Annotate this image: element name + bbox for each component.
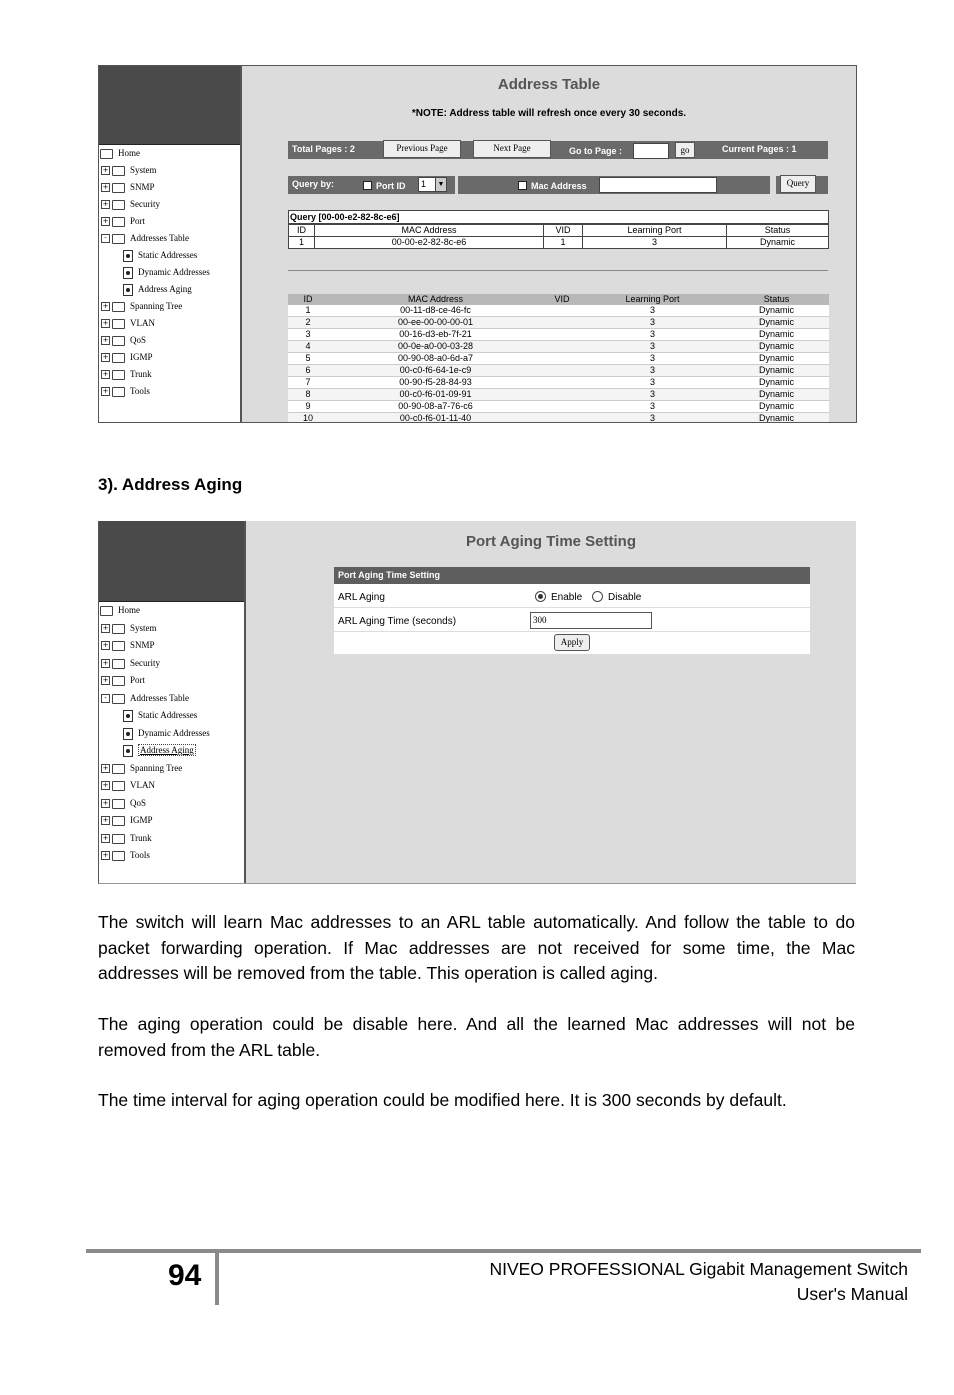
folder-open-icon xyxy=(112,234,125,244)
table-row: 4 00-0e-a0-00-03-28 3 Dynamic xyxy=(288,341,829,353)
table-row: 10 00-c0-f6-01-11-40 3 Dynamic xyxy=(288,413,829,424)
footer-title-line1: NIVEO PROFESSIONAL Gigabit Management Switch xyxy=(489,1259,908,1279)
paragraph-disable: The aging operation could be disable here. And all the learned Mac addresses will not be removed from the ARL table. xyxy=(98,1014,855,1060)
expand-icon: + xyxy=(102,676,109,685)
total-pages: Total Pages : 2 xyxy=(292,144,355,154)
tree-address-aging[interactable]: Address Aging xyxy=(123,282,192,296)
folder-icon xyxy=(112,641,125,651)
folder-icon xyxy=(112,659,125,669)
tree-snmp[interactable]: + SNMP xyxy=(102,640,155,650)
folder-icon xyxy=(112,183,125,193)
query-header-row xyxy=(289,225,829,237)
folder-icon xyxy=(112,166,125,176)
chevron-down-icon: ▼ xyxy=(435,178,446,191)
page-number: 94 xyxy=(168,1259,202,1292)
tree-spanning-tree[interactable]: + Spanning Tree xyxy=(102,301,183,311)
mac-address-input[interactable] xyxy=(599,177,717,193)
table-row: 3 00-16-d3-eb-7f-21 3 Dynamic xyxy=(288,329,829,341)
folder-icon xyxy=(112,799,125,809)
row-divider xyxy=(334,631,810,632)
page-title: Port Aging Time Setting xyxy=(466,533,637,550)
expand-icon: + xyxy=(102,781,109,790)
col-id: ID xyxy=(288,294,328,305)
page-icon xyxy=(123,745,133,757)
nav-pane xyxy=(99,521,246,883)
tree-system[interactable]: + System xyxy=(102,623,157,633)
folder-icon xyxy=(112,387,125,397)
disable-label: Disable xyxy=(608,592,642,603)
tree-tools[interactable]: + Tools xyxy=(102,850,150,860)
tree-spanning-tree[interactable]: + Spanning Tree xyxy=(102,763,183,773)
tree-system[interactable]: + System xyxy=(102,165,157,175)
paragraph-interval: The time interval for aging operation could be modified here. It is 300 seconds by default. xyxy=(98,1090,787,1110)
tree-snmp[interactable]: + SNMP xyxy=(102,182,155,192)
list-header-row xyxy=(288,294,829,305)
page-icon xyxy=(123,284,133,296)
folder-icon xyxy=(112,319,125,329)
table-row: 9 00-90-08-a7-76-c6 3 Dynamic xyxy=(288,401,829,413)
query-result-table xyxy=(288,224,829,249)
tree-qos[interactable]: + QoS xyxy=(102,798,147,808)
folder-icon xyxy=(112,353,125,363)
tree-tools[interactable]: + Tools xyxy=(102,386,150,396)
nav-pane xyxy=(99,66,242,422)
folder-icon xyxy=(112,200,125,210)
expand-icon: + xyxy=(102,659,109,668)
folder-open-icon xyxy=(112,694,125,704)
content-pane xyxy=(246,521,856,883)
expand-icon: + xyxy=(102,851,109,860)
goto-page-input[interactable] xyxy=(633,143,669,159)
port-id-checkbox[interactable] xyxy=(363,181,372,190)
expand-icon: + xyxy=(102,200,109,209)
logo-area xyxy=(99,521,244,602)
address-list-table xyxy=(288,294,829,423)
expand-icon: + xyxy=(102,387,109,396)
table-row: 7 00-90-f5-28-84-93 3 Dynamic xyxy=(288,377,829,389)
tree-igmp[interactable]: + IGMP xyxy=(102,352,153,362)
mac-address-label: Mac Address xyxy=(531,181,587,191)
aging-time-label: ARL Aging Time (seconds) xyxy=(338,616,457,627)
tree-trunk[interactable]: + Trunk xyxy=(102,369,152,379)
col-vid: VID xyxy=(544,225,583,237)
paragraph-aging-explained: The switch will learn Mac addresses to an ARL table automatically. And follow the table to do packet forwarding operation. If Mac addresses are not received for some time, the Mac addresses will be removed from the table. This operation is called aging. xyxy=(98,912,855,983)
tree-igmp[interactable]: + IGMP xyxy=(102,815,153,825)
expand-icon: + xyxy=(102,624,109,633)
section-title: 3). Address Aging xyxy=(98,475,243,494)
logo-area xyxy=(99,66,240,145)
tree-static-addresses[interactable]: Static Addresses xyxy=(123,708,197,722)
tree-security[interactable]: + Security xyxy=(102,199,160,209)
footer-rule xyxy=(86,1249,921,1253)
address-table-screenshot xyxy=(98,65,857,423)
expand-icon: + xyxy=(102,799,109,808)
table-row: 2 00-ee-00-00-00-01 3 Dynamic xyxy=(288,317,829,329)
tree-trunk[interactable]: + Trunk xyxy=(102,833,152,843)
col-mac: MAC Address xyxy=(328,294,543,305)
expand-icon: + xyxy=(102,816,109,825)
tree-addresses-table[interactable]: - Addresses Table xyxy=(101,691,189,705)
page-icon xyxy=(123,267,133,279)
tree-vlan[interactable]: + VLAN xyxy=(102,318,155,328)
page-icon xyxy=(123,728,133,740)
folder-icon xyxy=(112,624,125,634)
expand-icon: + xyxy=(102,370,109,379)
folder-icon xyxy=(112,816,125,826)
disable-radio[interactable] xyxy=(592,591,603,602)
aging-time-input[interactable] xyxy=(530,612,652,629)
query-caption: Query [00-00-e2-82-8c-e6] xyxy=(288,210,829,224)
table-row: 1 00-00-e2-82-8c-e6 1 3 Dynamic xyxy=(289,237,829,249)
folder-icon xyxy=(112,851,125,861)
nav-tree xyxy=(99,146,240,416)
col-mac: MAC Address xyxy=(315,225,544,237)
enable-radio[interactable] xyxy=(535,591,546,602)
tree-qos[interactable]: + QoS xyxy=(102,335,147,345)
tree-home[interactable]: Home xyxy=(100,603,140,617)
folder-icon xyxy=(112,217,125,227)
col-learning-port: Learning Port xyxy=(583,225,727,237)
expand-icon: + xyxy=(102,183,109,192)
port-id-value: 1 xyxy=(421,179,427,189)
refresh-note: *NOTE: Address table will refresh once every 30 seconds. xyxy=(411,108,687,119)
content-pane xyxy=(242,66,856,422)
table-row: 8 00-c0-f6-01-09-91 3 Dynamic xyxy=(288,389,829,401)
page-icon xyxy=(123,250,133,262)
query-bar-divider xyxy=(455,176,458,194)
expand-icon: + xyxy=(102,353,109,362)
expand-icon: + xyxy=(102,764,109,773)
tree-address-aging[interactable]: Address Aging xyxy=(123,743,196,757)
footer-title-line2: User's Manual xyxy=(796,1284,908,1304)
address-list-body xyxy=(288,305,829,423)
port-id-select[interactable] xyxy=(418,177,447,192)
tree-home[interactable]: Home xyxy=(100,146,140,160)
page-title: Address Table xyxy=(497,76,601,93)
footer-divider xyxy=(215,1253,219,1305)
folder-icon xyxy=(112,834,125,844)
expand-icon: + xyxy=(102,641,109,650)
address-aging-screenshot xyxy=(98,521,856,884)
port-id-label: Port ID xyxy=(376,181,406,191)
previous-page-button[interactable]: Previous Page xyxy=(383,140,461,158)
expand-icon: + xyxy=(102,217,109,226)
folder-open-icon xyxy=(100,149,113,159)
tree-port[interactable]: + Port xyxy=(102,675,146,685)
apply-button[interactable]: Apply xyxy=(554,634,590,651)
folder-icon xyxy=(112,764,125,774)
divider xyxy=(288,270,828,271)
table-row: 1 00-11-d8-ce-46-fc 3 Dynamic xyxy=(288,305,829,317)
folder-icon xyxy=(112,781,125,791)
aging-time-value: 300 xyxy=(533,615,547,625)
folder-icon xyxy=(112,676,125,686)
collapse-icon: - xyxy=(101,694,110,703)
query-by-label: Query by: xyxy=(292,179,335,189)
tree-dynamic-addresses[interactable]: Dynamic Addresses xyxy=(123,265,210,279)
col-status: Status xyxy=(727,225,829,237)
mac-address-checkbox[interactable] xyxy=(518,181,527,190)
expand-icon: + xyxy=(102,302,109,311)
col-status: Status xyxy=(724,294,829,305)
folder-open-icon xyxy=(100,606,113,616)
current-pages: Current Pages : 1 xyxy=(722,144,797,154)
expand-icon: + xyxy=(102,834,109,843)
query-button[interactable]: Query xyxy=(780,175,816,193)
folder-icon xyxy=(112,336,125,346)
radio-dot xyxy=(538,594,543,599)
col-id: ID xyxy=(289,225,315,237)
tree-vlan[interactable]: + VLAN xyxy=(102,780,155,790)
expand-icon: + xyxy=(102,319,109,328)
expand-icon: + xyxy=(102,336,109,345)
tree-static-addresses[interactable]: Static Addresses xyxy=(123,248,197,262)
nav-tree xyxy=(99,603,244,873)
tree-security[interactable]: + Security xyxy=(102,658,160,668)
goto-page-label: Go to Page : xyxy=(569,146,623,156)
collapse-icon: - xyxy=(101,234,110,243)
aging-settings-panel xyxy=(334,567,810,654)
next-page-button[interactable]: Next Page xyxy=(473,140,551,158)
col-vid: VID xyxy=(543,294,581,305)
folder-icon xyxy=(112,302,125,312)
table-row: 6 00-c0-f6-64-1e-c9 3 Dynamic xyxy=(288,365,829,377)
table-row: 5 00-90-08-a0-6d-a7 3 Dynamic xyxy=(288,353,829,365)
arl-aging-label: ARL Aging xyxy=(338,592,385,603)
tree-port[interactable]: + Port xyxy=(102,216,146,226)
panel-header: Port Aging Time Setting xyxy=(334,567,810,584)
tree-dynamic-addresses[interactable]: Dynamic Addresses xyxy=(123,726,210,740)
footer-title xyxy=(489,1257,908,1307)
page-icon xyxy=(123,710,133,722)
go-button[interactable]: go xyxy=(675,142,695,158)
expand-icon: + xyxy=(102,166,109,175)
tree-addresses-table[interactable]: - Addresses Table xyxy=(101,231,189,245)
enable-label: Enable xyxy=(551,592,583,603)
query-bar-divider-2 xyxy=(770,176,776,194)
row-divider xyxy=(334,607,810,608)
col-learning-port: Learning Port xyxy=(581,294,724,305)
folder-icon xyxy=(112,370,125,380)
